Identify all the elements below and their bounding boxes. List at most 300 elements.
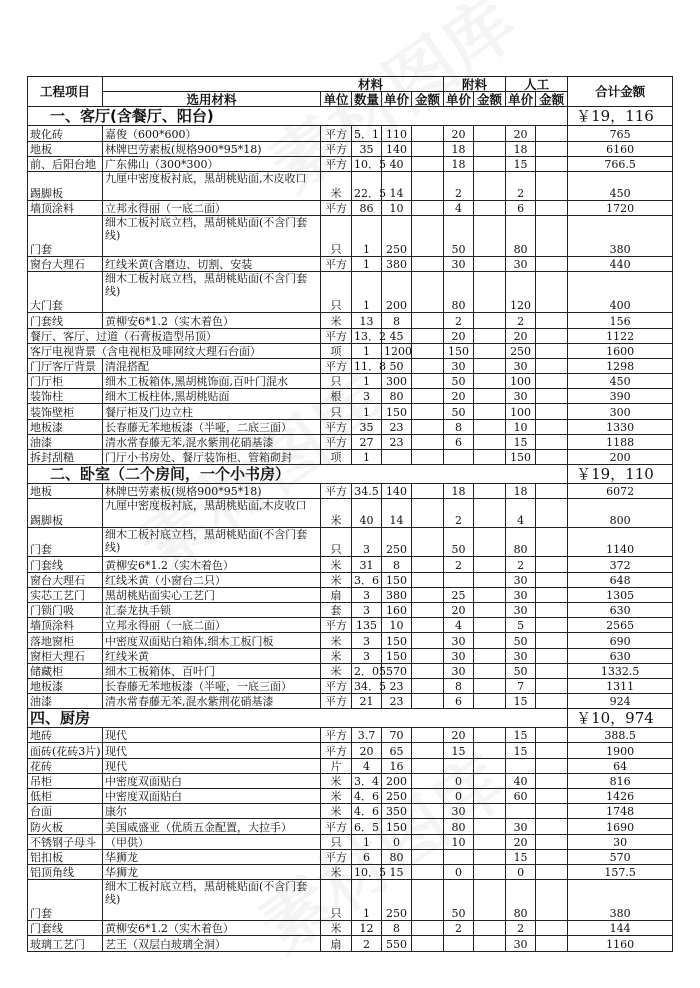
- quotation-table: [27, 76, 673, 952]
- cell-aux-amount: [474, 819, 506, 834]
- cell-amount: [412, 450, 444, 465]
- cell-material: 长春藤无苯地板漆（半哑，一底三面）: [103, 678, 321, 693]
- cell-project: 防火板: [28, 819, 103, 834]
- cell-labor-price: 18: [506, 141, 536, 156]
- cell-qty: 1: [352, 880, 382, 921]
- cell-labor-amount: [536, 678, 568, 693]
- cell-aux-amount: [474, 484, 506, 499]
- table-row: [28, 484, 673, 499]
- col-total: 合计金额: [568, 77, 673, 107]
- cell-aux-amount: [474, 663, 506, 678]
- cell-total: 766.5: [568, 156, 673, 171]
- cell-aux-price: 50: [444, 374, 474, 389]
- cell-amount: [412, 864, 444, 879]
- cell-aux-amount: [474, 389, 506, 404]
- cell-amount: [412, 819, 444, 834]
- cell-labor-price: 50: [506, 663, 536, 678]
- cell-total: 440: [568, 257, 673, 272]
- cell-amount: [412, 528, 444, 557]
- cell-qty: 1: [352, 343, 382, 358]
- table-row: [28, 171, 673, 200]
- cell-qty: 86: [352, 200, 382, 215]
- cell-project: 门厅柜: [28, 374, 103, 389]
- cell-aux-price: 50: [444, 216, 474, 257]
- cell-material: 清水常春藤无苯,混水紫荆花硝基漆: [103, 694, 321, 709]
- cell-labor-amount: [536, 804, 568, 819]
- cell-material: 红线米黄: [103, 648, 321, 663]
- table-row: [28, 758, 673, 773]
- cell-unit: 平方: [321, 743, 352, 758]
- cell-aux-price: [444, 849, 474, 864]
- cell-project: 铝扣板: [28, 849, 103, 864]
- cell-material: 林牌巴劳素板(规格900*95*18): [103, 484, 321, 499]
- cell-labor-amount: [536, 343, 568, 358]
- cell-material: 立邦永得丽（一底二面）: [103, 200, 321, 215]
- cell-aux-price: 80: [444, 272, 474, 313]
- cell-labor-amount: [536, 434, 568, 449]
- cell-aux-price: 2: [444, 171, 474, 200]
- cell-project: 铝顶角线: [28, 864, 103, 879]
- cell-unit: 只: [321, 880, 352, 921]
- cell-amount: [412, 434, 444, 449]
- cell-price: 1200: [382, 343, 412, 358]
- cell-labor-price: 30: [506, 602, 536, 617]
- cell-labor-amount: [536, 528, 568, 557]
- cell-project: 装饰柱: [28, 389, 103, 404]
- col-labor: 人工: [506, 77, 568, 92]
- cell-aux-amount: [474, 419, 506, 434]
- cell-amount: [412, 849, 444, 864]
- cell-unit: 平方: [321, 141, 352, 156]
- cell-project: 拆封刮糙: [28, 450, 103, 465]
- cell-unit: 平方: [321, 358, 352, 373]
- cell-aux-price: 25: [444, 587, 474, 602]
- cell-unit: 项: [321, 343, 352, 358]
- cell-amount: [412, 257, 444, 272]
- cell-material: 黄柳安6*1.2（实木着色）: [103, 313, 321, 328]
- cell-amount: [412, 648, 444, 663]
- cell-labor-price: 80: [506, 528, 536, 557]
- cell-total: 1900: [568, 743, 673, 758]
- cell-labor-amount: [536, 758, 568, 773]
- cell-total: 1330: [568, 419, 673, 434]
- cell-unit: 平方: [321, 849, 352, 864]
- cell-qty: 1: [352, 272, 382, 313]
- cell-aux-price: 0: [444, 864, 474, 879]
- cell-project: 面砖(花砖3片): [28, 743, 103, 758]
- cell-aux-amount: [474, 156, 506, 171]
- section-title: 二、卧室（二个房间，一个小书房）: [28, 465, 568, 484]
- cell-unit: 平方: [321, 156, 352, 171]
- cell-qty: 4: [352, 758, 382, 773]
- cell-qty: 6．5: [352, 819, 382, 834]
- table-row: [28, 343, 673, 358]
- cell-labor-price: 30: [506, 936, 536, 951]
- cell-unit: 米: [321, 572, 352, 587]
- cell-total: 630: [568, 602, 673, 617]
- cell-qty: 13．2: [352, 328, 382, 343]
- cell-aux-price: 20: [444, 389, 474, 404]
- cell-labor-price: 100: [506, 374, 536, 389]
- table-row: [28, 849, 673, 864]
- cell-aux-amount: [474, 864, 506, 879]
- cell-amount: [412, 313, 444, 328]
- cell-unit: 只: [321, 528, 352, 557]
- cell-project: 前、后阳台地: [28, 156, 103, 171]
- cell-total: 64: [568, 758, 673, 773]
- section-header: [28, 709, 673, 728]
- cell-unit: 平方: [321, 434, 352, 449]
- cell-price: 140: [382, 484, 412, 499]
- table-row: [28, 789, 673, 804]
- cell-aux-amount: [474, 849, 506, 864]
- cell-aux-amount: [474, 404, 506, 419]
- cell-project: 客厅电视背景（含电视柜及啡网纹大理石台面）: [28, 343, 321, 358]
- cell-labor-amount: [536, 880, 568, 921]
- cell-price: 380: [382, 257, 412, 272]
- cell-labor-amount: [536, 743, 568, 758]
- cell-price: 23: [382, 678, 412, 693]
- cell-labor-amount: [536, 200, 568, 215]
- cell-total: 816: [568, 773, 673, 788]
- cell-aux-price: 50: [444, 880, 474, 921]
- cell-price: 380: [382, 587, 412, 602]
- cell-aux-amount: [474, 694, 506, 709]
- cell-project: 地板: [28, 141, 103, 156]
- cell-amount: [412, 389, 444, 404]
- cell-price: 200: [382, 272, 412, 313]
- cell-aux-amount: [474, 773, 506, 788]
- cell-material: 黄柳安6*1.2（实木着色）: [103, 921, 321, 936]
- cell-aux-amount: [474, 633, 506, 648]
- cell-labor-price: 30: [506, 648, 536, 663]
- cell-qty: 10．5: [352, 156, 382, 171]
- cell-total: 30: [568, 834, 673, 849]
- cell-material: 门厅小书房处、餐厅装饰柜、管箱砌封: [103, 450, 321, 465]
- cell-labor-price: 120: [506, 272, 536, 313]
- cell-aux-amount: [474, 450, 506, 465]
- cell-material: 中密度双面贴白: [103, 773, 321, 788]
- cell-amount: [412, 419, 444, 434]
- cell-price: 45: [382, 328, 412, 343]
- cell-labor-price: 150: [506, 450, 536, 465]
- cell-project: 门套: [28, 528, 103, 557]
- cell-aux-price: 30: [444, 633, 474, 648]
- cell-labor-price: 18: [506, 484, 536, 499]
- cell-labor-amount: [536, 374, 568, 389]
- cell-aux-amount: [474, 743, 506, 758]
- cell-total: 1122: [568, 328, 673, 343]
- cell-aux-price: 50: [444, 404, 474, 419]
- cell-material: 现代: [103, 728, 321, 743]
- cell-project: 餐厅、客厅、过道（石膏板造型吊顶）: [28, 328, 321, 343]
- cell-amount: [412, 773, 444, 788]
- section-header: [28, 465, 673, 484]
- cell-amount: [412, 633, 444, 648]
- cell-labor-price: 20: [506, 328, 536, 343]
- cell-amount: [412, 374, 444, 389]
- col-labor-price: 单价: [506, 92, 536, 107]
- cell-labor-amount: [536, 819, 568, 834]
- cell-price: 140: [382, 141, 412, 156]
- cell-labor-price: 15: [506, 156, 536, 171]
- cell-labor-amount: [536, 936, 568, 951]
- cell-unit: 只: [321, 404, 352, 419]
- cell-labor-price: 15: [506, 743, 536, 758]
- section-title: 四、厨房: [28, 709, 568, 728]
- cell-amount: [412, 694, 444, 709]
- cell-labor-amount: [536, 921, 568, 936]
- cell-unit: 根: [321, 389, 352, 404]
- cell-amount: [412, 921, 444, 936]
- cell-labor-price: [506, 804, 536, 819]
- cell-total: 1426: [568, 789, 673, 804]
- cell-price: 23: [382, 694, 412, 709]
- table-row: [28, 819, 673, 834]
- cell-unit: 平方: [321, 419, 352, 434]
- cell-project: 大门套: [28, 272, 103, 313]
- cell-project: 门套线: [28, 313, 103, 328]
- cell-material: 现代: [103, 743, 321, 758]
- cell-labor-amount: [536, 834, 568, 849]
- table-row: [28, 834, 673, 849]
- cell-aux-price: 6: [444, 434, 474, 449]
- table-row: [28, 528, 673, 557]
- cell-aux-amount: [474, 374, 506, 389]
- cell-total: 1140: [568, 528, 673, 557]
- cell-aux-amount: [474, 528, 506, 557]
- cell-qty: 12: [352, 921, 382, 936]
- cell-total: 1160: [568, 936, 673, 951]
- cell-qty: 3．6: [352, 572, 382, 587]
- table-row: [28, 419, 673, 434]
- cell-amount: [412, 156, 444, 171]
- cell-project: 花砖: [28, 758, 103, 773]
- cell-project: 储藏柜: [28, 663, 103, 678]
- table-row: [28, 743, 673, 758]
- cell-total: 156: [568, 313, 673, 328]
- cell-material: 现代: [103, 758, 321, 773]
- cell-labor-price: 30: [506, 358, 536, 373]
- cell-material: 黑胡桃贴面实心工艺门: [103, 587, 321, 602]
- col-project: 工程项目: [28, 77, 103, 107]
- cell-aux-amount: [474, 618, 506, 633]
- cell-aux-amount: [474, 587, 506, 602]
- cell-qty: 1: [352, 834, 382, 849]
- cell-qty: 3: [352, 648, 382, 663]
- cell-total: 450: [568, 171, 673, 200]
- cell-total: 690: [568, 633, 673, 648]
- cell-project: 地板: [28, 484, 103, 499]
- cell-price: 160: [382, 602, 412, 617]
- cell-aux-price: [444, 450, 474, 465]
- cell-unit: 米: [321, 773, 352, 788]
- cell-aux-price: 50: [444, 528, 474, 557]
- cell-labor-amount: [536, 602, 568, 617]
- cell-aux-amount: [474, 257, 506, 272]
- cell-labor-amount: [536, 572, 568, 587]
- cell-aux-price: 20: [444, 602, 474, 617]
- cell-labor-price: 30: [506, 572, 536, 587]
- cell-material: 细木工板衬底立档，黑胡桃贴面(不含门套线): [103, 272, 321, 313]
- cell-labor-amount: [536, 864, 568, 879]
- cell-total: 570: [568, 849, 673, 864]
- cell-project: 墙顶涂料: [28, 200, 103, 215]
- cell-qty: 4．6: [352, 789, 382, 804]
- col-material: 材料: [103, 77, 444, 92]
- cell-aux-amount: [474, 328, 506, 343]
- cell-project: 落地窗柜: [28, 633, 103, 648]
- cell-labor-price: 30: [506, 257, 536, 272]
- cell-project: 低柜: [28, 789, 103, 804]
- table-row: [28, 773, 673, 788]
- cell-labor-price: 6: [506, 200, 536, 215]
- table-row: [28, 663, 673, 678]
- cell-price: 8: [382, 313, 412, 328]
- cell-labor-price: 20: [506, 834, 536, 849]
- cell-project: 地板漆: [28, 678, 103, 693]
- cell-unit: 米: [321, 633, 352, 648]
- cell-labor-amount: [536, 728, 568, 743]
- cell-project: 窗台大理石: [28, 257, 103, 272]
- cell-labor-amount: [536, 557, 568, 572]
- col-aux: 附料: [444, 77, 506, 92]
- col-selected: 选用材料: [103, 92, 321, 107]
- cell-aux-price: 20: [444, 328, 474, 343]
- section-title: 一、客厅(含餐厅、阳台): [28, 107, 568, 126]
- cell-unit: 米: [321, 648, 352, 663]
- cell-aux-amount: [474, 499, 506, 528]
- cell-amount: [412, 216, 444, 257]
- cell-aux-price: 20: [444, 728, 474, 743]
- cell-aux-price: [444, 936, 474, 951]
- cell-price: 570: [382, 663, 412, 678]
- cell-price: 0: [382, 834, 412, 849]
- cell-qty: 13: [352, 313, 382, 328]
- cell-labor-amount: [536, 789, 568, 804]
- table-row: [28, 141, 673, 156]
- cell-total: 1311: [568, 678, 673, 693]
- table-row: [28, 864, 673, 879]
- cell-aux-price: 15: [444, 743, 474, 758]
- cell-price: 150: [382, 572, 412, 587]
- cell-amount: [412, 484, 444, 499]
- cell-unit: 米: [321, 499, 352, 528]
- table-row: [28, 450, 673, 465]
- cell-qty: 20: [352, 743, 382, 758]
- cell-aux-price: [444, 758, 474, 773]
- cell-unit: 只: [321, 374, 352, 389]
- cell-labor-amount: [536, 633, 568, 648]
- section-header: [28, 107, 673, 126]
- cell-aux-price: 0: [444, 789, 474, 804]
- cell-aux-amount: [474, 936, 506, 951]
- cell-total: 390: [568, 389, 673, 404]
- table-row: [28, 557, 673, 572]
- cell-price: 200: [382, 773, 412, 788]
- cell-qty: 3: [352, 633, 382, 648]
- col-qty: 数量: [352, 92, 382, 107]
- cell-aux-price: 20: [444, 126, 474, 141]
- cell-qty: 27: [352, 434, 382, 449]
- table-row: [28, 678, 673, 693]
- cell-total: 450: [568, 374, 673, 389]
- cell-price: 110: [382, 126, 412, 141]
- cell-total: 630: [568, 648, 673, 663]
- cell-unit: 平方: [321, 484, 352, 499]
- cell-material: 清混搭配: [103, 358, 321, 373]
- cell-project: 门套: [28, 216, 103, 257]
- cell-amount: [412, 272, 444, 313]
- table-row: [28, 602, 673, 617]
- cell-project: 油漆: [28, 694, 103, 709]
- table-row: [28, 216, 673, 257]
- table-row: [28, 633, 673, 648]
- table-row: [28, 936, 673, 951]
- cell-labor-price: 15: [506, 694, 536, 709]
- cell-unit: 米: [321, 789, 352, 804]
- cell-project: 踢脚板: [28, 499, 103, 528]
- cell-total: 300: [568, 404, 673, 419]
- cell-amount: [412, 758, 444, 773]
- table-row: [28, 313, 673, 328]
- cell-aux-price: 6: [444, 694, 474, 709]
- cell-amount: [412, 936, 444, 951]
- cell-amount: [412, 358, 444, 373]
- cell-amount: [412, 618, 444, 633]
- cell-total: 1600: [568, 343, 673, 358]
- cell-unit: 平方: [321, 728, 352, 743]
- cell-price: 23: [382, 434, 412, 449]
- cell-labor-amount: [536, 272, 568, 313]
- cell-total: 388.5: [568, 728, 673, 743]
- cell-qty: 3: [352, 602, 382, 617]
- cell-price: 8: [382, 921, 412, 936]
- cell-aux-amount: [474, 343, 506, 358]
- cell-material: 细木工板箱体、百叶门: [103, 663, 321, 678]
- cell-unit: 平方: [321, 328, 352, 343]
- cell-amount: [412, 557, 444, 572]
- cell-unit: 平方: [321, 126, 352, 141]
- cell-labor-price: 100: [506, 404, 536, 419]
- cell-total: 372: [568, 557, 673, 572]
- cell-qty: 2: [352, 936, 382, 951]
- cell-labor-amount: [536, 389, 568, 404]
- cell-labor-price: 50: [506, 633, 536, 648]
- cell-material: 黄柳安6*1.2（实木着色）: [103, 557, 321, 572]
- cell-aux-amount: [474, 434, 506, 449]
- cell-material: 餐厅柜及门边立柱: [103, 404, 321, 419]
- cell-unit: 套: [321, 602, 352, 617]
- cell-project: 墙顶涂料: [28, 618, 103, 633]
- cell-qty: 35: [352, 141, 382, 156]
- cell-labor-amount: [536, 663, 568, 678]
- cell-qty: 31: [352, 557, 382, 572]
- cell-project: 装饰壁柜: [28, 404, 103, 419]
- cell-project: 玻化砖: [28, 126, 103, 141]
- cell-unit: 平方: [321, 200, 352, 215]
- cell-unit: 扇: [321, 587, 352, 602]
- cell-total: 6160: [568, 141, 673, 156]
- cell-labor-price: 2: [506, 557, 536, 572]
- table-row: [28, 389, 673, 404]
- cell-qty: 34．5: [352, 678, 382, 693]
- cell-total: 1690: [568, 819, 673, 834]
- cell-unit: 扇: [321, 936, 352, 951]
- cell-project: 窗台大理石: [28, 572, 103, 587]
- cell-price: 50: [382, 358, 412, 373]
- cell-labor-price: 2: [506, 171, 536, 200]
